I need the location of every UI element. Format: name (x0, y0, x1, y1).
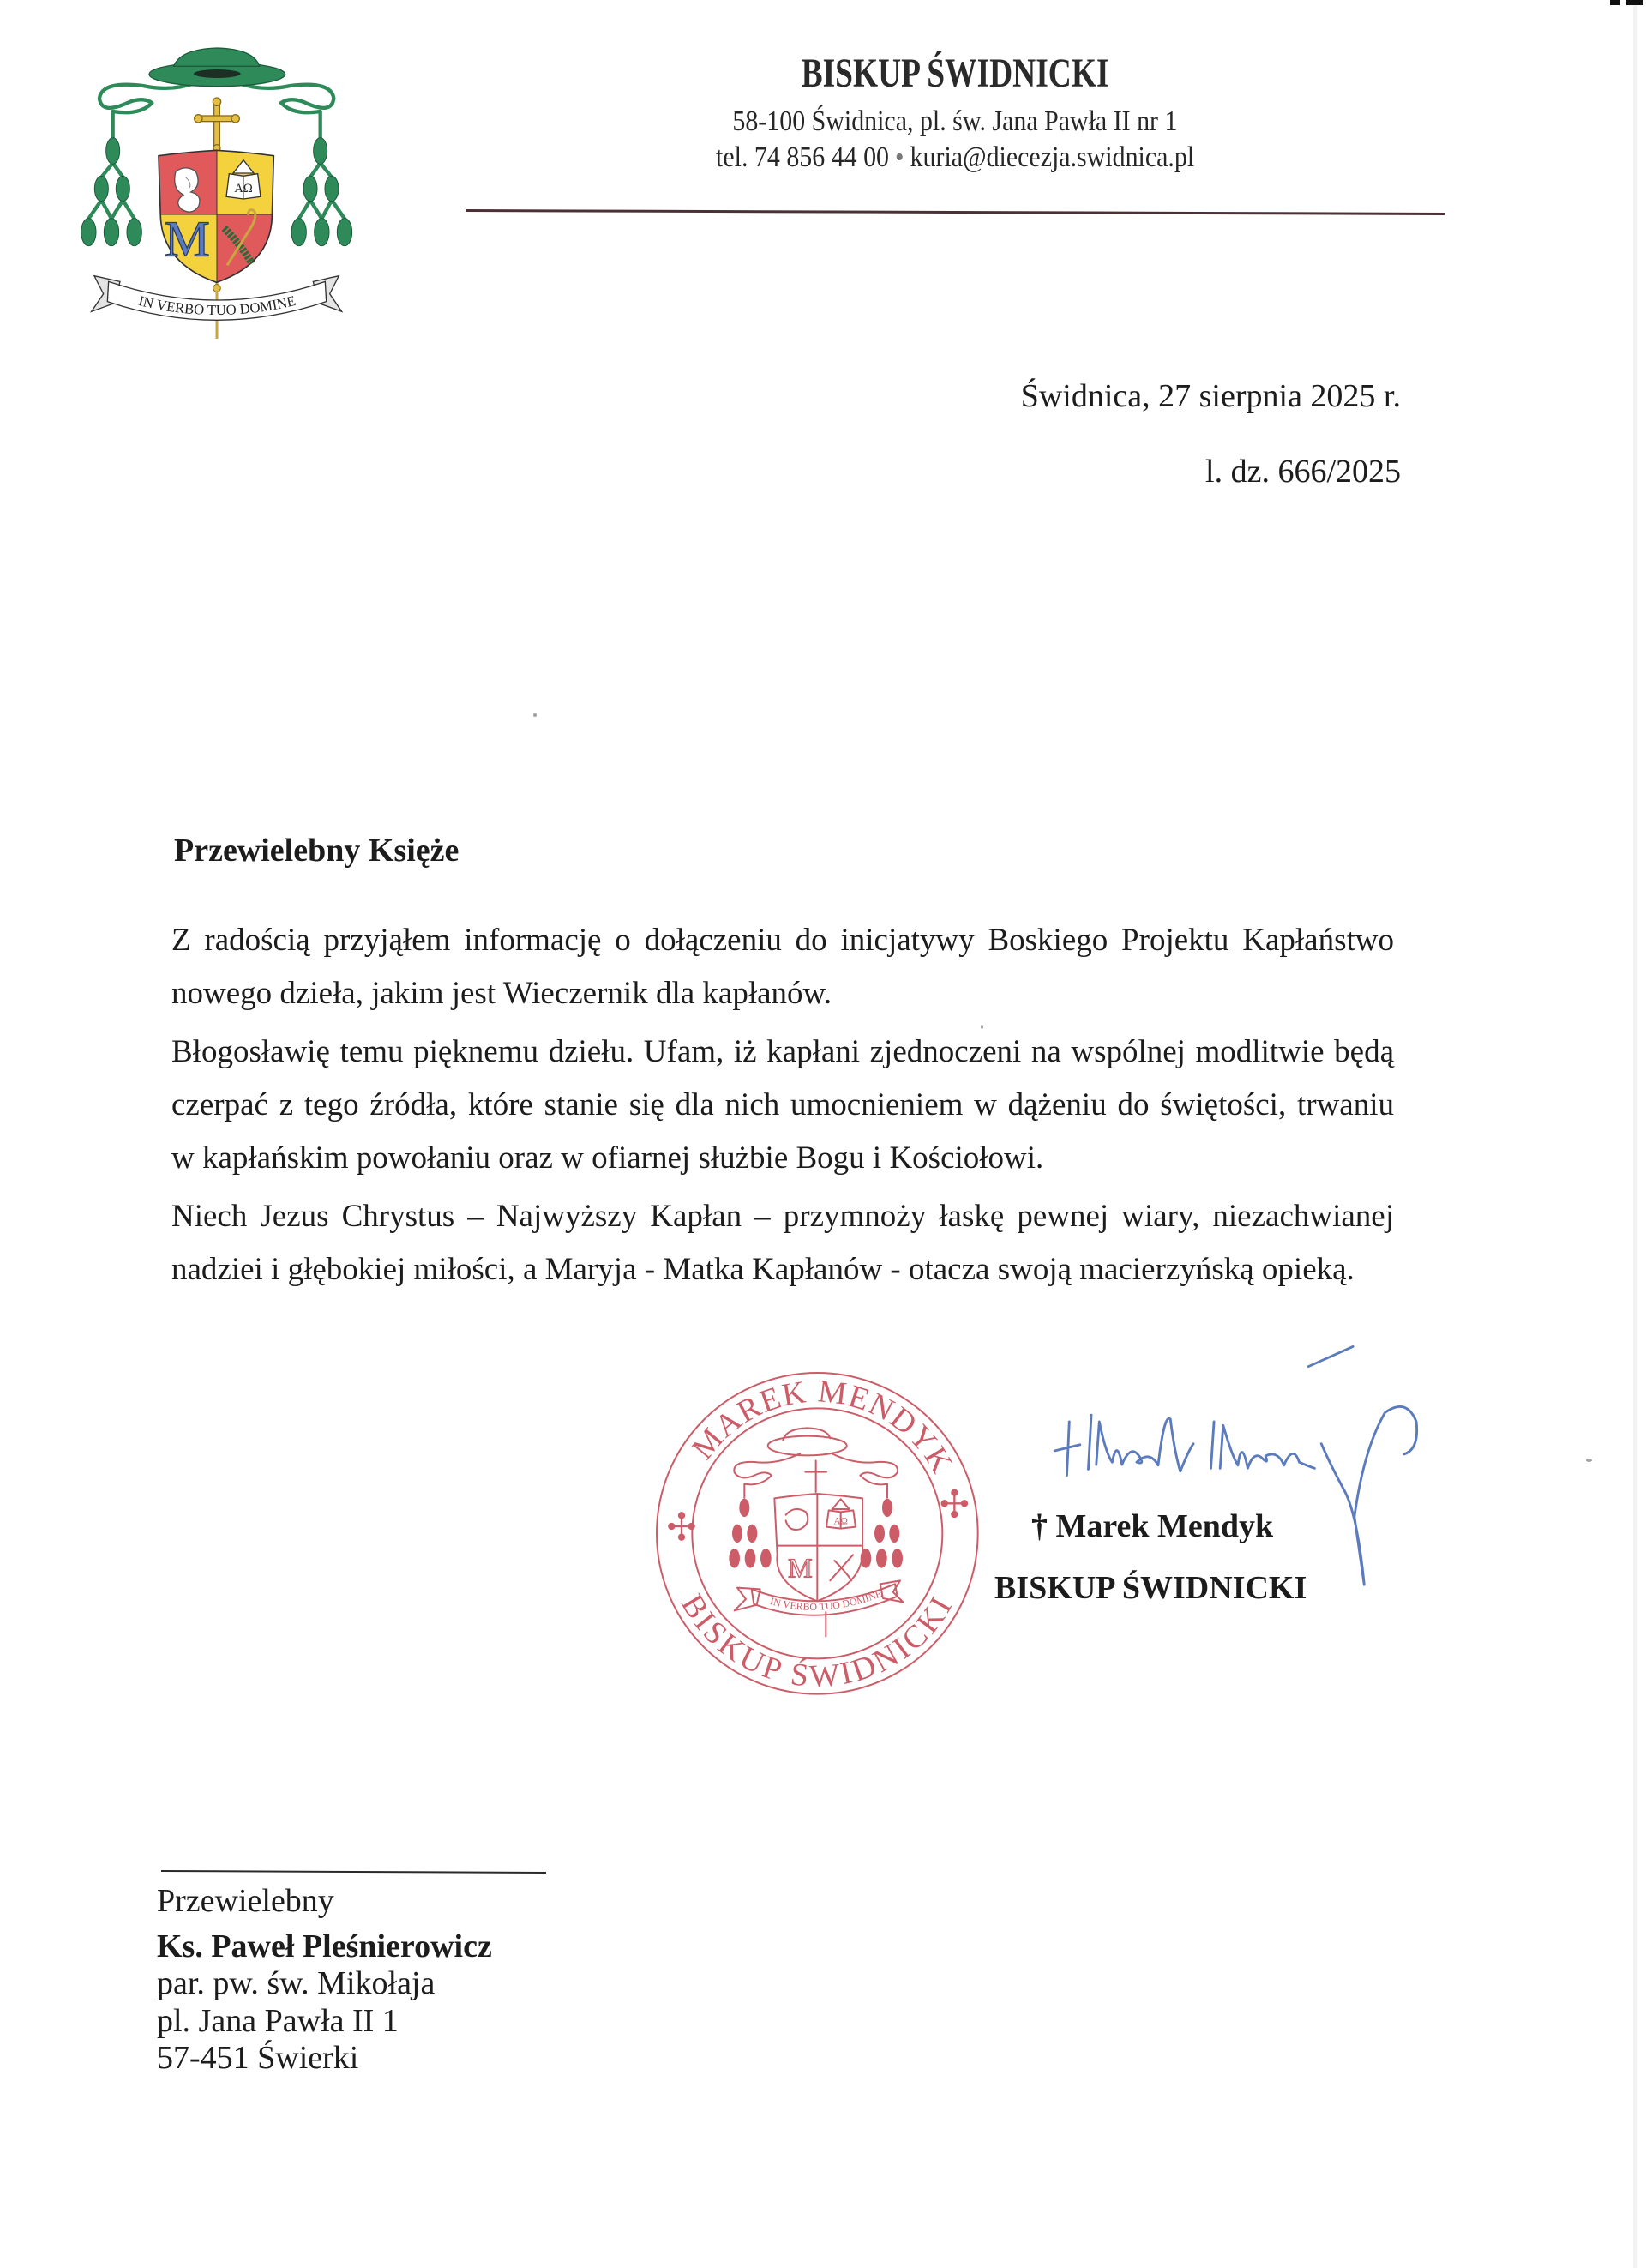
stamp-tassels (729, 1499, 903, 1568)
letterhead-title-text: BISKUP ŚWIDNICKI (801, 51, 1109, 96)
coat-of-arms (51, 17, 394, 360)
paragraph-line: nadziei i głębokiej miłości, a Maryja - Matka Kapłanów - otacza swoją macierzyńską opieką. (171, 1252, 1355, 1287)
scan-speck (1586, 1459, 1592, 1462)
letterhead-divider (466, 209, 1445, 215)
cross-left-icon (669, 1513, 694, 1539)
signatory-name: † Marek Mendyk (1031, 1508, 1274, 1544)
handwritten-signature (977, 1320, 1457, 1595)
stamp-monogram: M (788, 1552, 813, 1584)
signature-cross-icon (1054, 1422, 1080, 1476)
letter-body (171, 914, 1394, 1302)
scan-speck (533, 713, 537, 717)
stamp-top-text (685, 1374, 959, 1480)
signature-flourish-dash (1308, 1346, 1353, 1366)
recipient-honorific: Przewielebny (157, 1883, 334, 1919)
letterhead-address (526, 105, 1384, 139)
scan-mark (1610, 0, 1620, 5)
letterhead-address-text: 58-100 Świdnica, pl. św. Jana Pawła II nr 1 (732, 105, 1178, 137)
email-address: kuria@diecezja.swidnica.pl (910, 141, 1195, 173)
marian-monogram: M (164, 210, 210, 268)
stamp-book-letters: AΩ (833, 1516, 848, 1527)
recipient-divider (161, 1870, 546, 1874)
paragraph-line: Z radością przyjąłem informację o dołączeniu do inicjatywy Boskiego Projektu Kapłaństwo (171, 923, 1394, 958)
paragraph-line: Niech Jezus Chrystus – Najwyższy Kapłan – przymnoży łaskę pewnej wiary, niezachwianej (171, 1199, 1394, 1234)
reference-number: l. dz. 666/2025 (1205, 454, 1401, 490)
stamp-top-text-path: MAREK MENDYK (685, 1374, 960, 1480)
paragraph (171, 914, 1394, 1020)
signature-marek (1088, 1415, 1193, 1471)
scan-mark (1626, 0, 1643, 5)
stamp-bottom-text-path: BISKUP ŚWIDNICKI (674, 1588, 961, 1695)
motto-text-path: IN VERBO TUO DOMINE (136, 292, 297, 319)
paragraph-line: Błogosławię temu pięknemu dziełu. Ufam, iż kapłani zjednoczeni na wspólnej modlitwie będą (171, 1034, 1394, 1069)
scan-edge-shadow (1633, 0, 1637, 2268)
signature-mendyk (1210, 1422, 1314, 1468)
letterhead-contact-line (716, 141, 1194, 175)
signature-loop (1321, 1406, 1416, 1585)
letterhead-title (526, 50, 1384, 98)
recipient-street: pl. Jana Pawła II 1 (157, 2003, 399, 2039)
galero-hat-icon (149, 48, 285, 87)
episcopal-stamp (652, 1338, 994, 1698)
signatory-title: BISKUP ŚWIDNICKI (994, 1570, 1307, 1606)
letterhead-contact (526, 141, 1384, 175)
paragraph-line: nowego dzieła, jakim jest Wieczernik dla kapłanów. (171, 976, 832, 1011)
cross-right-icon (942, 1490, 967, 1517)
recipient-name: Ks. Paweł Pleśnierowicz (157, 1928, 492, 1964)
processional-cross-icon (195, 98, 240, 152)
recipient-postal-city: 57-451 Świerki (157, 2040, 359, 2076)
recipient-parish: par. pw. św. Mikołaja (157, 1965, 436, 2001)
book-letters: AΩ (234, 182, 253, 196)
paragraph (171, 1026, 1394, 1185)
salutation: Przewielebny Księże (174, 833, 460, 869)
phone-number: tel. 74 856 44 00 (715, 141, 889, 173)
paragraph-line: w kapłańskim powołaniu oraz w ofiarnej służbie Bogu i Kościołowi. (171, 1140, 1044, 1176)
paragraph (171, 1190, 1394, 1296)
bullet-separator: • (894, 141, 904, 173)
paragraph-line: czerpać z tego źródła, które stanie się dla nich umocnieniem w dążeniu do świętości, trwaniu (171, 1087, 1394, 1122)
place-and-date: Świdnica, 27 sierpnia 2025 r. (1020, 378, 1401, 414)
stamp-motto-path-text: IN VERBO TUO DOMINE (768, 1587, 884, 1613)
